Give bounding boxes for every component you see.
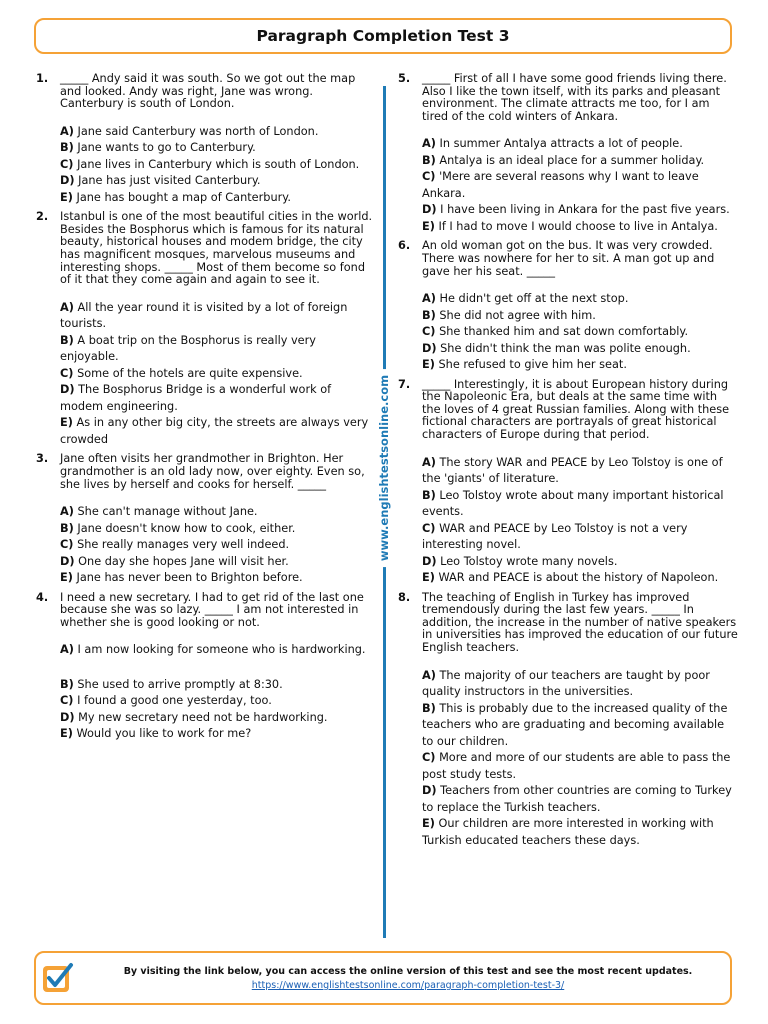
- watermark-url: www.englishtestsonline.com: [371, 369, 397, 567]
- option-letter: D): [60, 554, 75, 568]
- checkbox-check-icon: [40, 961, 74, 995]
- option-letter: A): [422, 455, 436, 469]
- option-d[interactable]: [60, 173, 376, 190]
- option-letter: A): [422, 668, 436, 682]
- option-d[interactable]: [60, 554, 376, 571]
- option-letter: A): [60, 124, 74, 138]
- option-letter: C): [60, 694, 74, 708]
- option-text: She can't manage without Jane.: [77, 505, 258, 519]
- option-letter: E): [422, 219, 435, 233]
- option-text: Leo Tolstoy wrote many novels.: [440, 554, 618, 568]
- option-letter: D): [422, 203, 437, 217]
- option-letter: B): [60, 521, 74, 535]
- title-box: [34, 18, 732, 54]
- option-letter: E): [60, 416, 73, 430]
- option-text: More and more of our students are able to pass the post study tests.: [422, 751, 731, 781]
- option-text: He didn't get off at the next stop.: [439, 292, 629, 306]
- option-letter: A): [422, 292, 436, 306]
- option-d[interactable]: [422, 783, 738, 816]
- option-letter: E): [422, 358, 435, 372]
- option-letter: B): [422, 701, 436, 715]
- option-b[interactable]: [60, 521, 376, 538]
- option-b[interactable]: [422, 488, 738, 521]
- option-text: I have been living in Ankara for the past five years.: [440, 203, 730, 217]
- option-letter: A): [60, 505, 74, 519]
- option-b[interactable]: [60, 677, 376, 694]
- option-b[interactable]: [60, 140, 376, 157]
- option-b[interactable]: [60, 333, 376, 366]
- option-letter: E): [422, 817, 435, 831]
- option-text: Some of the hotels are quite expensive.: [77, 366, 303, 380]
- question-stem: _____ First of all I have some good friends living there. Also I like the town itself, with its parks and pleasant environment. The climate attracts me too, for I am tired of the cold winters of Ankara.: [422, 72, 727, 123]
- option-c[interactable]: [60, 366, 376, 383]
- question-number: 4.: [36, 590, 49, 604]
- option-text: Jane doesn't know how to cook, either.: [77, 521, 296, 535]
- option-d[interactable]: [422, 341, 738, 358]
- option-e[interactable]: [60, 570, 376, 587]
- option-text: In summer Antalya attracts a lot of people.: [439, 137, 683, 151]
- option-letter: D): [422, 554, 437, 568]
- option-text: Jane wants to go to Canterbury.: [77, 141, 256, 155]
- option-text: Jane lives in Canterbury which is south of London.: [77, 157, 360, 171]
- option-text: One day she hopes Jane will visit her.: [78, 554, 289, 568]
- option-letter: C): [60, 366, 74, 380]
- question-7: [398, 379, 738, 587]
- option-letter: D): [422, 784, 437, 798]
- question-number: 7.: [398, 377, 411, 391]
- option-d[interactable]: [422, 554, 738, 571]
- option-text: As in any other big city, the streets are always very crowded: [60, 416, 369, 446]
- option-text: She didn't think the man was polite enough.: [440, 341, 691, 355]
- footer-link[interactable]: https://www.englishtestsonline.com/paragraph-completion-test-3/: [251, 980, 565, 991]
- option-text: Jane has bought a map of Canterbury.: [76, 190, 291, 204]
- question-number: 3.: [36, 452, 49, 466]
- question-3: [36, 453, 376, 586]
- option-e[interactable]: [60, 190, 376, 207]
- question-stem: _____ Andy said it was south. So we got out the map and looked. Andy was right, Jane was wrong. Canterbury is south of London.: [60, 72, 356, 111]
- option-text: My new secretary need not be hardworking.: [78, 710, 328, 724]
- question-stem: Jane often visits her grandmother in Brighton. Her grandmother is an old lady now, over eighty. Even so, she lives by herself and cooks for herself. _____: [60, 452, 365, 491]
- right-column: [398, 73, 738, 854]
- option-letter: E): [422, 571, 435, 585]
- option-text: The majority of our teachers are taught by poor quality instructors in the universities.: [422, 668, 710, 699]
- option-e[interactable]: [60, 415, 376, 448]
- option-letter: A): [422, 137, 436, 151]
- option-text: She did not agree with him.: [439, 308, 596, 322]
- option-text: WAR and PEACE is about the history of Napoleon.: [438, 571, 719, 585]
- option-text: 'Mere are several reasons why I want to leave Ankara.: [422, 170, 699, 200]
- option-text: The story WAR and PEACE by Leo Tolstoy is one of the 'giants' of literature.: [422, 455, 723, 486]
- option-c[interactable]: [422, 521, 738, 554]
- option-letter: E): [60, 190, 73, 204]
- option-c[interactable]: [422, 169, 738, 202]
- option-text: This is probably due to the increased quality of the teachers who are graduating and becoming available to our children.: [422, 701, 728, 748]
- option-text: Jane said Canterbury was north of London.: [77, 124, 319, 138]
- option-d[interactable]: [60, 382, 376, 415]
- question-number: 2.: [36, 210, 49, 224]
- option-letter: C): [60, 157, 74, 171]
- option-a[interactable]: [60, 642, 376, 659]
- question-stem: Istanbul is one of the most beautiful cities in the world. Besides the Bosphorus which is famous for its natural beauty, historical houses and modem bridge, the city has magnificent mosques, marvelous museums and interesting shops. _____ Most of them become so fond of it that they come again and again to see it.: [60, 210, 373, 287]
- option-letter: E): [60, 727, 73, 741]
- option-letter: D): [422, 341, 437, 355]
- question-number: 6.: [398, 239, 411, 253]
- option-letter: A): [60, 300, 74, 314]
- option-text: Teachers from other countries are coming to Turkey to replace the Turkish teachers.: [422, 784, 732, 814]
- option-letter: B): [60, 333, 74, 347]
- option-text: Jane has just visited Canterbury.: [78, 174, 261, 188]
- footer-box: [34, 951, 732, 1005]
- option-a[interactable]: [60, 504, 376, 521]
- option-e[interactable]: [60, 726, 376, 743]
- question-2: [36, 211, 376, 448]
- option-letter: D): [60, 174, 75, 188]
- option-a[interactable]: [422, 291, 738, 308]
- option-letter: B): [422, 308, 436, 322]
- option-text: She used to arrive promptly at 8:30.: [77, 677, 283, 691]
- option-text: The Bosphorus Bridge is a wonderful work of modem engineering.: [60, 383, 332, 413]
- question-stem: An old woman got on the bus. It was very crowded. There was nowhere for her to sit. A man got up and gave her his seat. _____: [422, 239, 715, 278]
- question-5: [398, 73, 738, 235]
- option-text: Jane has never been to Brighton before.: [76, 571, 303, 585]
- question-stem: I need a new secretary. I had to get rid of the last one because she was so lazy. _____ I am not interested in whether she is good looking or not.: [60, 590, 364, 629]
- question-8: [398, 592, 738, 849]
- option-letter: C): [60, 538, 74, 552]
- option-c[interactable]: [60, 537, 376, 554]
- option-e[interactable]: [422, 816, 738, 849]
- option-text: She really manages very well indeed.: [77, 538, 290, 552]
- option-text: WAR and PEACE by Leo Tolstoy is not a very interesting novel.: [422, 521, 688, 552]
- option-text: Would you like to work for me?: [76, 727, 252, 741]
- option-letter: D): [60, 383, 75, 397]
- option-a[interactable]: [60, 300, 376, 333]
- option-letter: D): [60, 710, 75, 724]
- option-d[interactable]: [60, 710, 376, 727]
- option-letter: B): [60, 141, 74, 155]
- option-c[interactable]: [422, 324, 738, 341]
- option-b[interactable]: [422, 153, 738, 170]
- left-column: [36, 73, 376, 748]
- option-e[interactable]: [422, 219, 738, 236]
- option-letter: C): [422, 170, 436, 184]
- option-text: I found a good one yesterday, too.: [77, 694, 272, 708]
- option-e[interactable]: [422, 570, 738, 587]
- question-4: [36, 592, 376, 743]
- question-1: [36, 73, 376, 206]
- question-number: 1.: [36, 72, 49, 85]
- option-a[interactable]: [60, 124, 376, 141]
- option-letter: C): [422, 751, 436, 765]
- option-d[interactable]: [422, 202, 738, 219]
- option-text: Antalya is an ideal place for a summer holiday.: [439, 153, 705, 167]
- option-letter: C): [422, 325, 436, 339]
- option-a[interactable]: [422, 455, 738, 488]
- page-title: Paragraph Completion Test 3: [256, 27, 510, 45]
- option-text: If I had to move I would choose to live in Antalya.: [438, 219, 718, 233]
- question-number: 5.: [398, 72, 411, 85]
- option-text: All the year round it is visited by a lot of foreign tourists.: [60, 300, 348, 331]
- question-stem: The teaching of English in Turkey has improved tremendously during the last few years. _____ In addition, the increase in the number of native speakers in universities has improved the education of our future English teachers.: [422, 590, 738, 654]
- option-text: Leo Tolstoy wrote about many important historical events.: [422, 488, 724, 519]
- option-b[interactable]: [422, 701, 738, 751]
- option-text: I am now looking for someone who is hardworking.: [77, 643, 366, 657]
- option-letter: E): [60, 571, 73, 585]
- option-text: She thanked him and sat down comfortably.: [439, 325, 689, 339]
- option-text: A boat trip on the Bosphorus is really very enjoyable.: [60, 333, 316, 364]
- option-letter: B): [422, 488, 436, 502]
- option-e[interactable]: [422, 357, 738, 374]
- question-6: [398, 240, 738, 373]
- option-letter: C): [422, 521, 436, 535]
- footer-message: By visiting the link below, you can access the online version of this test and see the most recent updates.: [123, 966, 693, 977]
- option-a[interactable]: [422, 136, 738, 153]
- option-a[interactable]: [422, 668, 738, 701]
- option-letter: B): [422, 153, 436, 167]
- question-stem: _____ Interestingly, it is about European history during the Napoleonic Era, but deals at the same time with the loves of 4 great Russian families. Along with these fictional characters are portrayals of great historical characters of Europe during that period.: [422, 377, 730, 442]
- option-c[interactable]: [60, 157, 376, 174]
- option-letter: B): [60, 677, 74, 691]
- option-c[interactable]: [60, 693, 376, 710]
- question-number: 8.: [398, 590, 411, 604]
- option-b[interactable]: [422, 308, 738, 325]
- option-text: She refused to give him her seat.: [438, 358, 627, 372]
- option-letter: A): [60, 643, 74, 657]
- option-text: Our children are more interested in working with Turkish educated teachers these days.: [422, 817, 714, 847]
- option-c[interactable]: [422, 750, 738, 783]
